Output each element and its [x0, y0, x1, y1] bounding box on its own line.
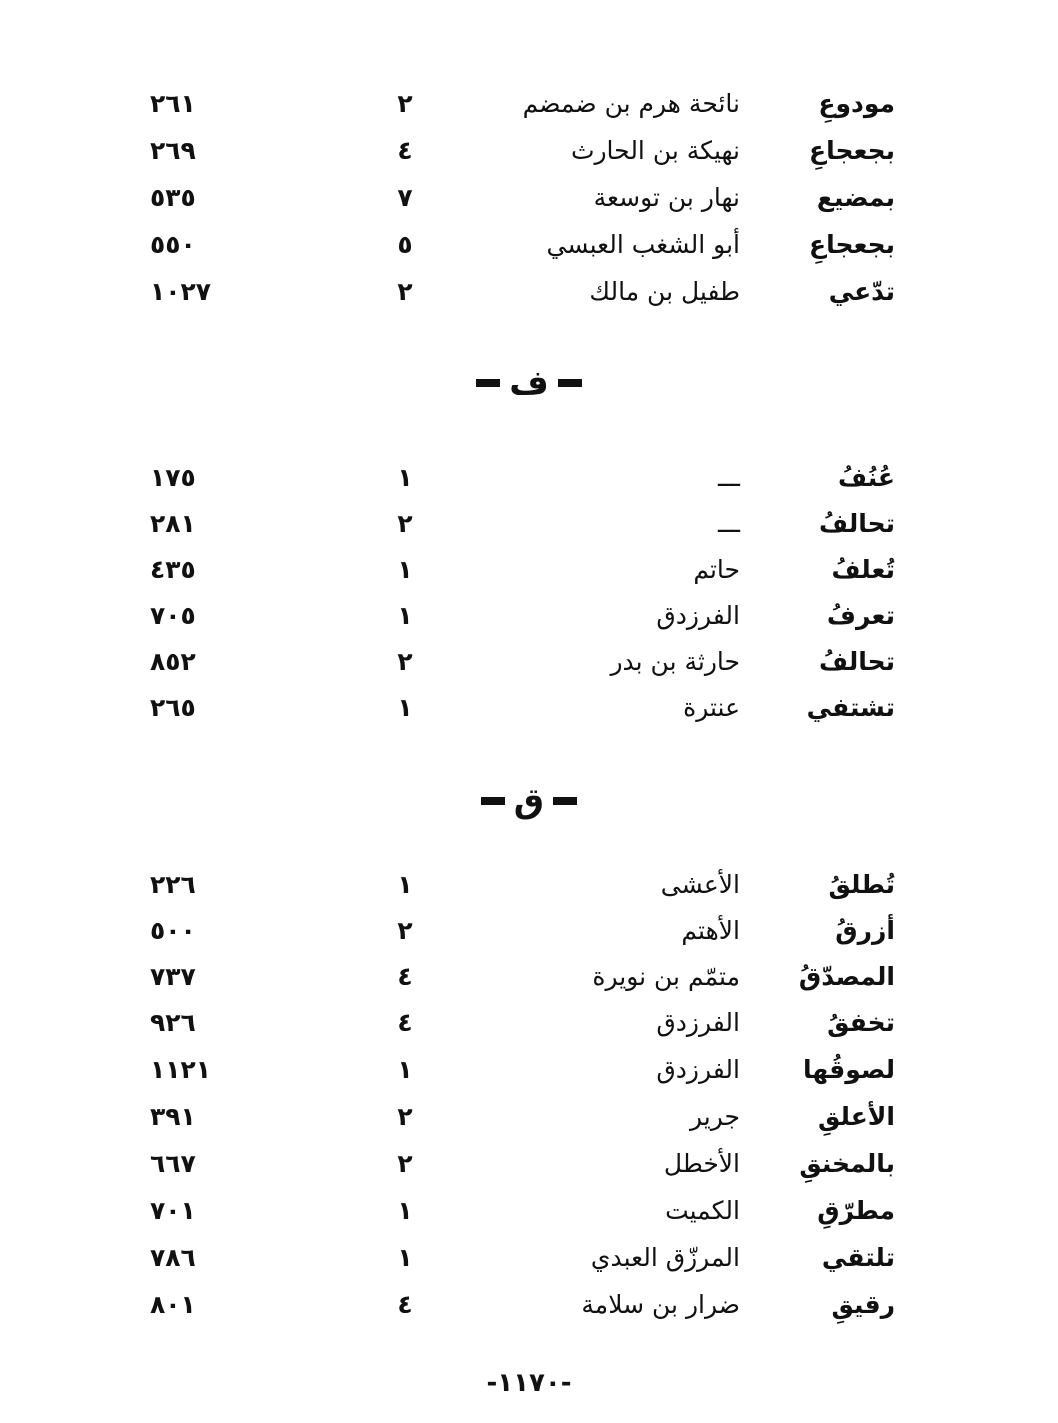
verse-count: ١ — [397, 693, 413, 722]
page-reference: ٧٠١ — [150, 1196, 196, 1225]
verse-count: ١ — [397, 870, 413, 899]
poet-name: الكميت — [665, 1196, 740, 1225]
verse-count: ٢ — [397, 1102, 413, 1131]
verse-count: ٢ — [397, 647, 413, 676]
section-letter: ق — [513, 781, 545, 821]
rhyme-word: عُنُفُ — [837, 463, 895, 492]
poet-name: نهيكة بن الحارث — [570, 136, 740, 165]
page-reference: ٧٠٥ — [150, 601, 196, 630]
index-row — [0, 222, 1058, 268]
index-row — [0, 1235, 1058, 1281]
page-reference: ٥٣٥ — [150, 183, 196, 212]
poet-name: ـــ — [718, 509, 740, 538]
rhyme-word: مطرّقِ — [817, 1196, 895, 1225]
verse-count: ١ — [397, 463, 413, 492]
page-reference: ٣٩١ — [150, 1102, 196, 1131]
index-row — [0, 862, 1058, 908]
poet-name: الأخطل — [663, 1149, 740, 1178]
index-row — [0, 908, 1058, 954]
index-row — [0, 547, 1058, 593]
section-heading-qaf — [0, 776, 1058, 826]
index-row — [0, 1000, 1058, 1046]
poet-name: حارثة بن بدر — [610, 647, 740, 676]
verse-count: ٢ — [397, 277, 413, 306]
heading-bar-right — [558, 379, 582, 387]
verse-count: ٤ — [397, 136, 413, 165]
poet-name: متمّم بن نويرة — [592, 962, 740, 991]
rhyme-word: بجعجاعِ — [809, 136, 895, 165]
verse-count: ٧ — [397, 183, 413, 212]
index-row — [0, 639, 1058, 685]
rhyme-word: تخفقُ — [827, 1008, 895, 1037]
poet-name: طفيل بن مالك — [589, 277, 740, 306]
verse-count: ٢ — [397, 1149, 413, 1178]
poet-name: ـــ — [718, 463, 740, 492]
rhyme-word: تُطلقُ — [828, 870, 895, 899]
verse-count: ١ — [397, 1055, 413, 1084]
index-row — [0, 455, 1058, 501]
index-row — [0, 175, 1058, 221]
page-reference: ٥٥٠ — [150, 230, 196, 259]
page-reference: ٤٣٥ — [150, 555, 196, 584]
index-row — [0, 1141, 1058, 1187]
rhyme-word: الأعلقِ — [817, 1102, 895, 1131]
poet-name: الفرزدق — [656, 601, 740, 630]
page-reference: ٨٠١ — [150, 1290, 196, 1319]
index-row — [0, 269, 1058, 315]
verse-count: ١ — [397, 601, 413, 630]
index-row — [0, 1094, 1058, 1140]
verse-count: ٢ — [397, 509, 413, 538]
index-row — [0, 501, 1058, 547]
verse-count: ٤ — [397, 1008, 413, 1037]
section-heading-fa — [0, 358, 1058, 408]
heading-bar-left — [481, 797, 505, 805]
poet-name: ضرار بن سلامة — [581, 1290, 740, 1319]
rhyme-word: لصوقُها — [803, 1055, 895, 1084]
rhyme-word: تلتقي — [821, 1243, 895, 1272]
heading-bar-right — [553, 797, 577, 805]
index-row — [0, 685, 1058, 731]
rhyme-word: المصدّقُ — [798, 962, 895, 991]
index-row — [0, 128, 1058, 174]
poet-name: حاتم — [693, 555, 740, 584]
index-row — [0, 1188, 1058, 1234]
rhyme-word: تشتفي — [806, 693, 895, 722]
page-number: -١١٧٠- — [486, 1368, 572, 1398]
verse-count: ٥ — [397, 230, 413, 259]
section-letter: ف — [509, 363, 549, 403]
poet-name: نائحة هرم بن ضمضم — [522, 89, 740, 118]
verse-count: ٤ — [397, 1290, 413, 1319]
poet-name: أبو الشغب العبسي — [546, 230, 740, 259]
rhyme-word: تعرفُ — [826, 601, 895, 630]
page-reference: ١٧٥ — [150, 463, 196, 492]
page-reference: ٢٨١ — [150, 509, 196, 538]
rhyme-word: بجعجاعِ — [809, 230, 895, 259]
rhyme-word: رقيقِ — [831, 1290, 895, 1319]
page-reference: ١١٢١ — [150, 1055, 212, 1084]
page-reference: ٧٨٦ — [150, 1243, 196, 1272]
rhyme-word: تدّعي — [828, 277, 895, 306]
poet-name: الأعشى — [660, 870, 740, 899]
page-reference: ٥٠٠ — [150, 916, 196, 945]
rhyme-word: مودوعِ — [818, 89, 895, 118]
verse-count: ١ — [397, 1243, 413, 1272]
verse-count: ٢ — [397, 89, 413, 118]
verse-count: ٢ — [397, 916, 413, 945]
poet-name: الأهتم — [681, 916, 740, 945]
page-reference: ٨٥٢ — [150, 647, 196, 676]
rhyme-word: تحالفُ — [819, 647, 895, 676]
poet-name: عنترة — [683, 693, 740, 722]
index-row — [0, 954, 1058, 1000]
verse-count: ٤ — [397, 962, 413, 991]
index-row — [0, 1282, 1058, 1328]
page-reference: ٢٦١ — [150, 89, 196, 118]
heading-bar-left — [476, 379, 500, 387]
rhyme-word: تحالفُ — [819, 509, 895, 538]
rhyme-word: بمضيع — [816, 183, 895, 212]
page-reference: ٢٦٩ — [150, 136, 196, 165]
rhyme-word: تُعلفُ — [831, 555, 895, 584]
index-row — [0, 1047, 1058, 1093]
rhyme-word: بالمخنقِ — [799, 1149, 895, 1178]
page-reference: ٩٢٦ — [150, 1008, 196, 1037]
poet-name: المرزّق العبدي — [590, 1243, 740, 1272]
page-reference: ٦٦٧ — [150, 1149, 196, 1178]
page-reference: ٢٢٦ — [150, 870, 196, 899]
poet-name: نهار بن توسعة — [593, 183, 740, 212]
verse-count: ١ — [397, 1196, 413, 1225]
poet-name: جرير — [690, 1102, 740, 1131]
page-reference: ١٠٢٧ — [150, 277, 212, 306]
verse-count: ١ — [397, 555, 413, 584]
page-reference: ٧٣٧ — [150, 962, 196, 991]
index-row — [0, 81, 1058, 127]
page-reference: ٢٦٥ — [150, 693, 196, 722]
poet-name: الفرزدق — [656, 1008, 740, 1037]
poet-name: الفرزدق — [656, 1055, 740, 1084]
index-row — [0, 593, 1058, 639]
rhyme-word: أزرقُ — [835, 916, 895, 945]
